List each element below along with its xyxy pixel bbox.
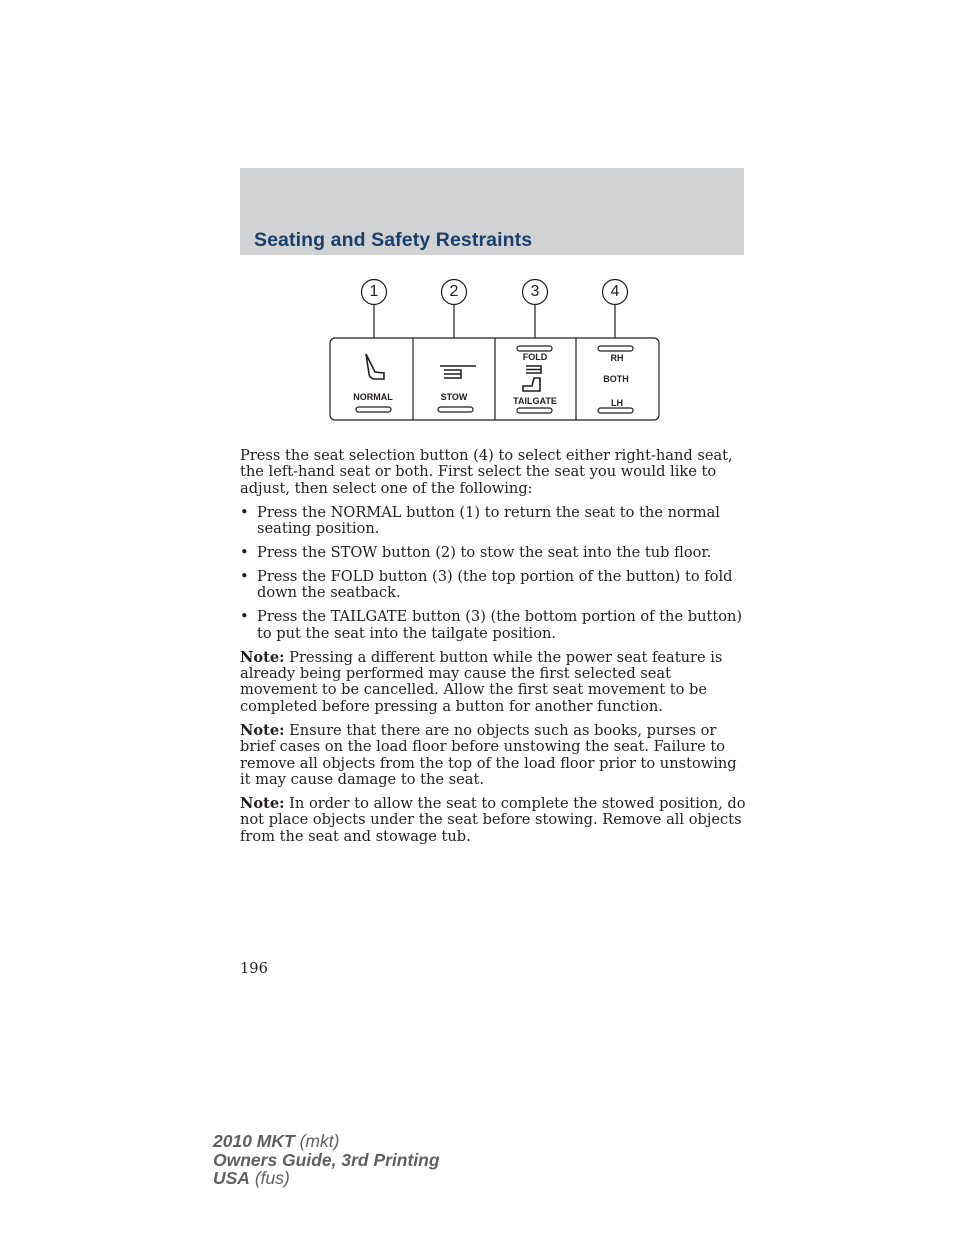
seat-normal-icon [366, 354, 384, 379]
instruction-list [240, 505, 746, 642]
rh-indicator [598, 346, 633, 351]
fold-indicator [517, 346, 552, 351]
section-header-band [240, 168, 744, 255]
footer-line-guide: Owners Guide, 3rd Printing [213, 1149, 440, 1170]
bullet-icon: • [240, 608, 249, 626]
bullet-icon: • [240, 567, 249, 585]
seat-stow-icon [444, 370, 461, 378]
note-label: Note: [240, 794, 285, 812]
note-paragraph: Note: Ensure that there are no objects such as books, purses or brief cases on the load floor before unstowing the seat. Failure to remove all objects from the top of the load floor prior to unstowing it may cause damage to the seat. [240, 721, 737, 788]
intro-paragraph: Press the seat selection button (4) to select either right-hand seat, the left-hand seat or both. First select the seat you would like to adjust, then select one of the following: [240, 447, 733, 497]
stow-indicator [438, 407, 473, 412]
callout-2: 2 [449, 283, 459, 300]
footer-line-model: 2010 MKT (mkt) [213, 1131, 340, 1151]
bullet-icon: • [240, 544, 249, 562]
tailgate-button-label: TAILGATE [513, 396, 557, 406]
stow-button-label: STOW [440, 392, 468, 402]
note-label: Note: [240, 648, 285, 666]
tailgate-indicator [517, 408, 552, 413]
fold-button-label: FOLD [522, 352, 548, 362]
seat-control-diagram [320, 276, 670, 426]
normal-button-label: NORMAL [353, 392, 393, 402]
seat-tailgate-icon [523, 378, 540, 391]
normal-indicator [356, 407, 391, 412]
callout-3: 3 [530, 283, 540, 300]
section-title: Seating and Safety Restraints [254, 229, 533, 251]
document-footer [213, 1132, 440, 1188]
body-text [240, 448, 746, 853]
lh-indicator [598, 408, 633, 413]
seat-fold-icon [526, 366, 541, 373]
list-item: • Press the NORMAL button (1) to return the seat to the normal seating position. [240, 503, 720, 538]
rh-button-label: RH [610, 353, 624, 363]
note-paragraph: Note: Pressing a different button while the power seat feature is already being performed may cause the first selected seat movement to be cancelled. Allow the first seat movement to be completed before pressing a button for another function. [240, 648, 723, 715]
footer-line-region: USA (fus) [213, 1168, 290, 1188]
both-button-label: BOTH [603, 374, 629, 384]
note-paragraph: Note: In order to allow the seat to complete the stowed position, do not place objects under the seat before stowing. Remove all objects from the seat and stowage tub. [240, 794, 746, 845]
list-item: • Press the FOLD button (3) (the top portion of the button) to fold down the seatback. [240, 567, 733, 602]
list-item: • Press the TAILGATE button (3) (the bottom portion of the button) to put the seat into the tailgate position. [240, 608, 743, 642]
bullet-icon: • [240, 503, 249, 521]
callout-1: 1 [369, 283, 379, 300]
lh-button-label: LH [611, 398, 623, 408]
note-label: Note: [240, 721, 285, 739]
list-item: • Press the STOW button (2) to stow the seat into the tub floor. [240, 544, 712, 562]
page-number: 196 [240, 960, 268, 977]
callout-4: 4 [610, 283, 620, 300]
